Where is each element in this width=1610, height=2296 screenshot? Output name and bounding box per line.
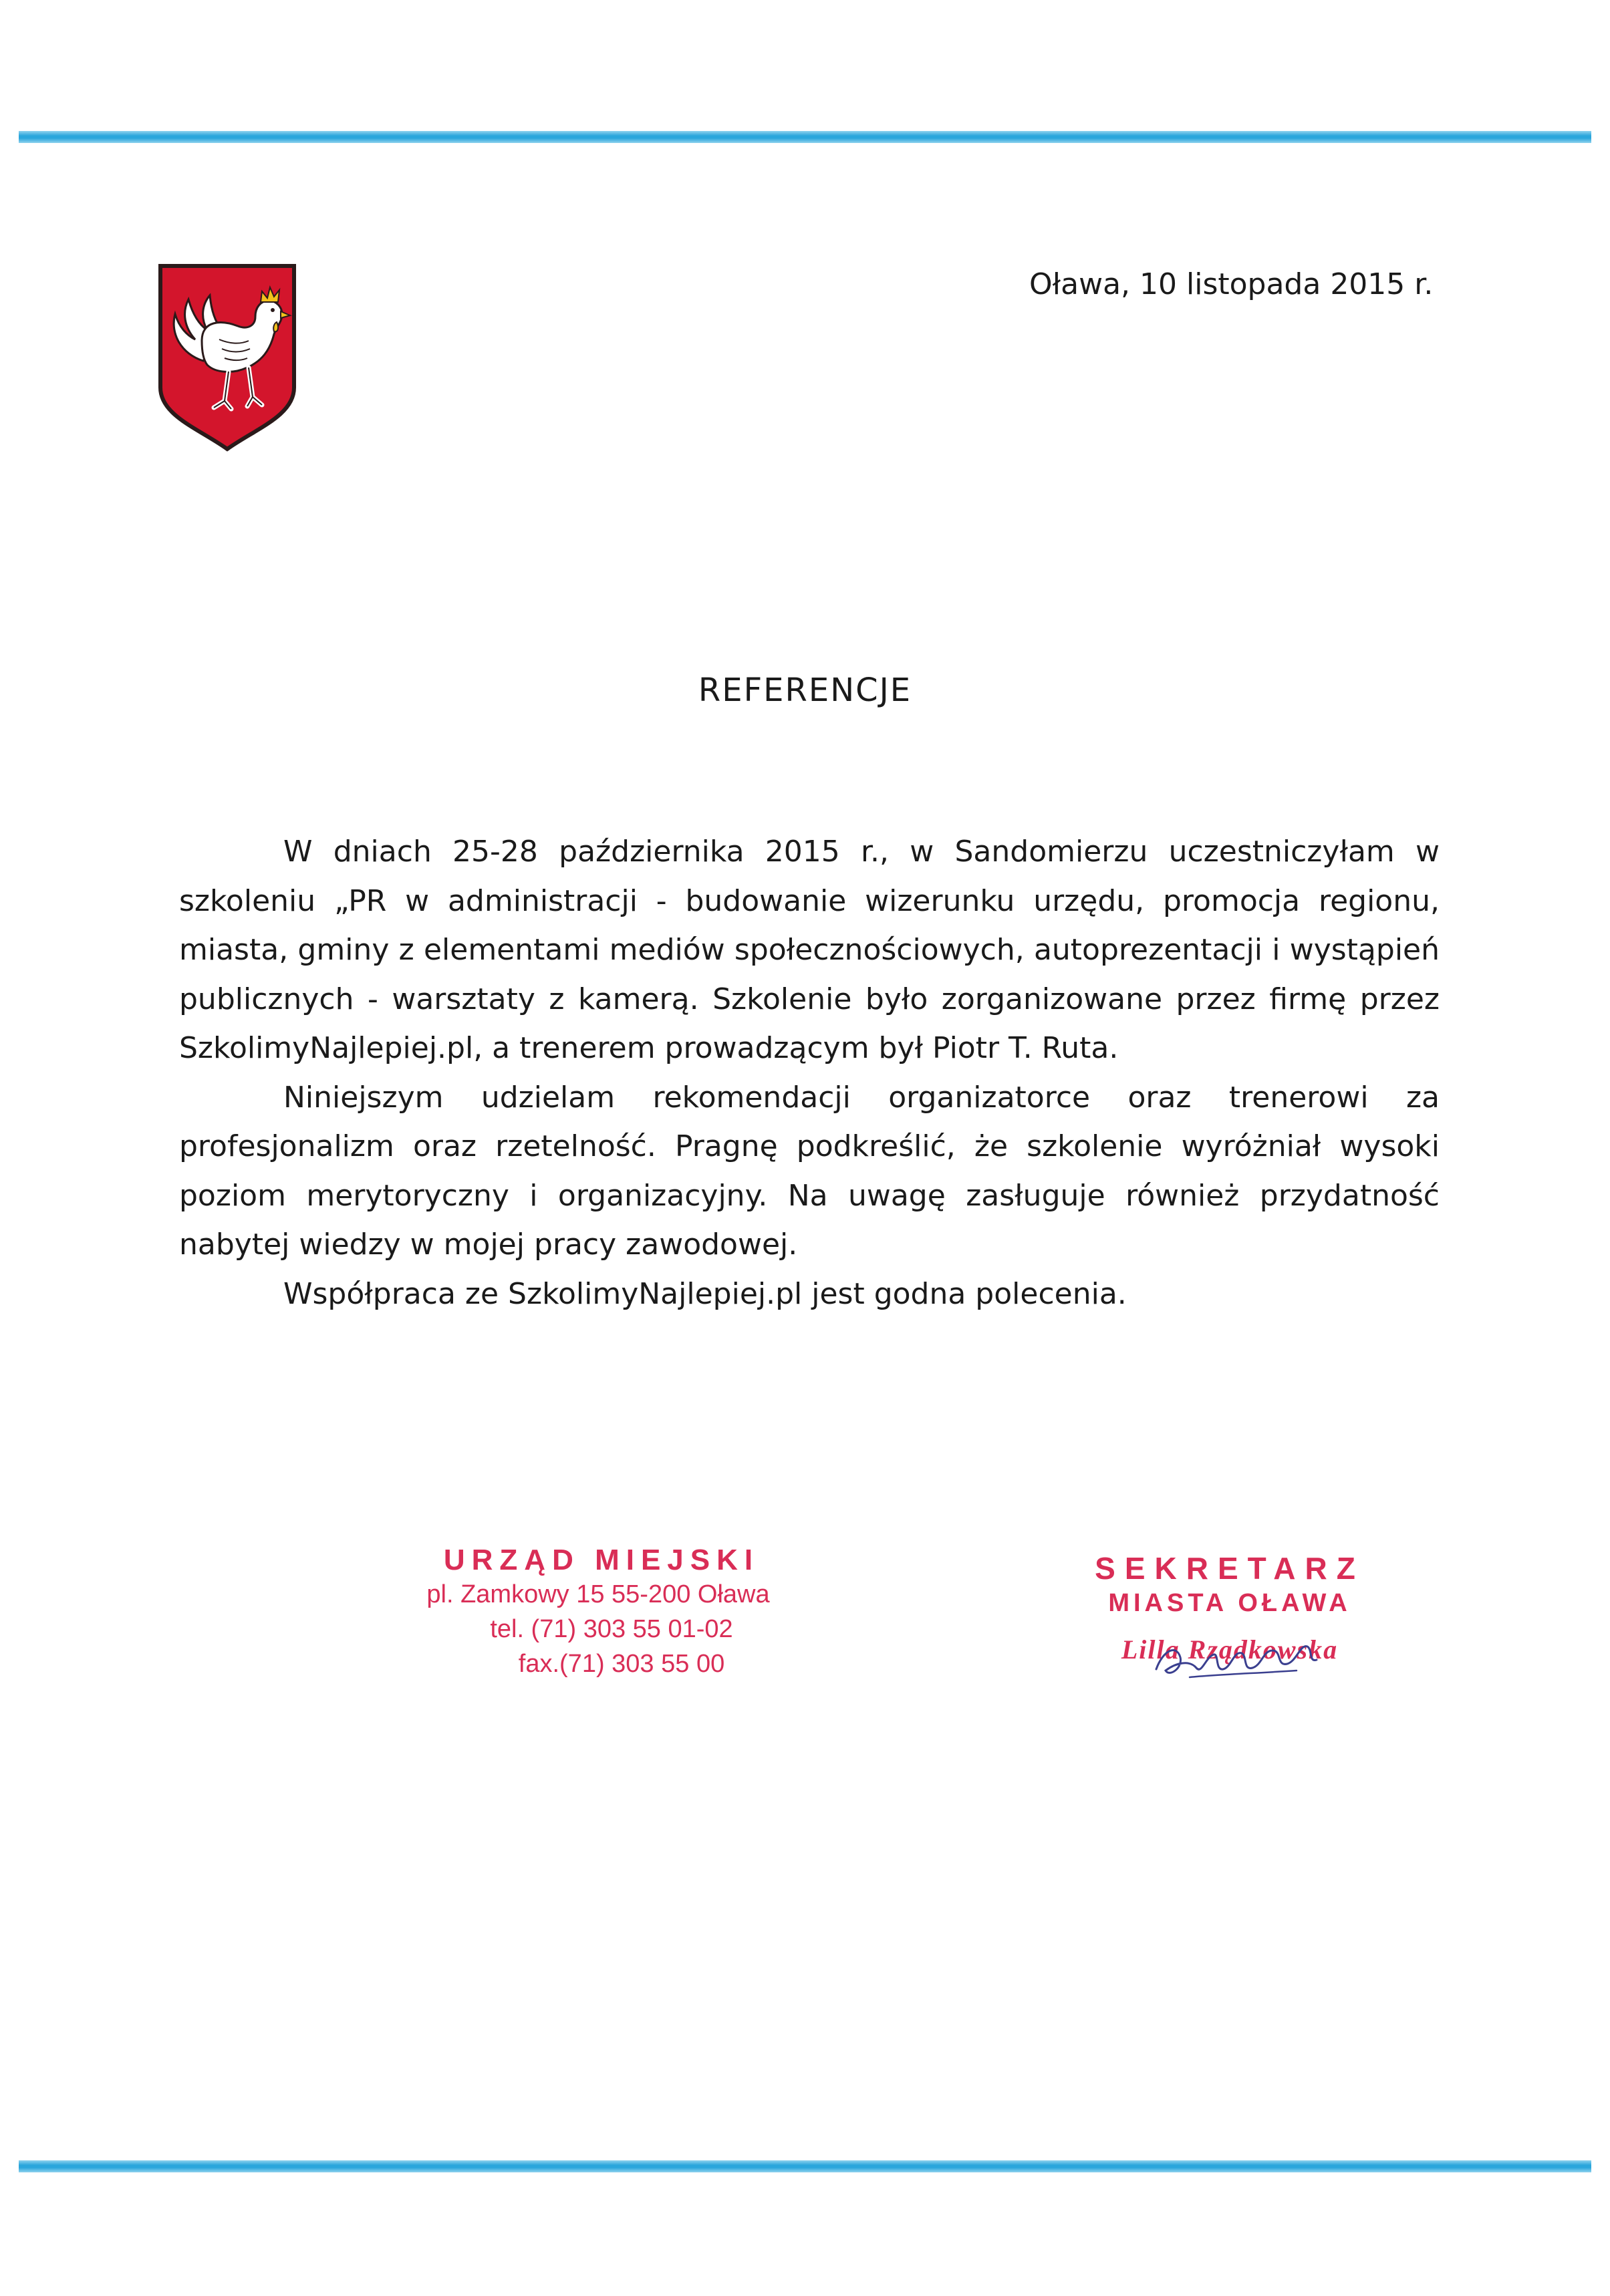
- rooster-coat-of-arms-icon: [155, 261, 299, 454]
- stamp-office-phone: tel. (71) 303 55 01-02: [490, 1615, 733, 1643]
- letter-body: [179, 827, 1440, 1318]
- letter-paragraph-2: Niniejszym udzielam rekomendacji organizatorce oraz trenerowi za profesjonalizm oraz rzetelność. Pragnę podkreślić, że szkolenie wyróżniał wysoki poziom merytoryczny i organizacyjny. Na uwagę zasługuje również przydatność nabytej wiedzy w mojej pracy zawodowej.: [179, 1080, 1440, 1262]
- bottom-blue-rule: [19, 2160, 1591, 2172]
- stamp-office-address: pl. Zamkowy 15 55-200 Oława: [426, 1580, 770, 1608]
- top-blue-rule: [19, 131, 1591, 143]
- stamp-office-heading: URZĄD MIEJSKI: [443, 1544, 760, 1576]
- stamp-secretary-subheading: MIASTA OŁAWA: [1108, 1589, 1351, 1617]
- stamp-secretary-heading: SEKRETARZ: [1095, 1551, 1365, 1586]
- letter-date: Oława, 10 listopada 2015 r.: [1029, 267, 1434, 301]
- letter-paragraph-3: Współpraca ze SzkolimyNajlepiej.pl jest godna polecenia.: [283, 1276, 1127, 1311]
- letter-paragraph-1: W dniach 25-28 października 2015 r., w Sandomierzu uczestniczyłam w szkoleniu „PR w administracji - budowanie wizerunku urzędu, promocja regionu, miasta, gminy z elementami mediów społecznościowych, autoprezentacji i wystąpień publicznych - warsztaty z kamerą. Szkolenie było zorganizowane przez firmę przez SzkolimyNajlepiej.pl, a trenerem prowadzącym był Piotr T. Ruta.: [179, 835, 1440, 1065]
- letter-title: REFERENCJE: [698, 672, 912, 709]
- stamp-office-fax: fax.(71) 303 55 00: [518, 1650, 725, 1678]
- city-office-stamp: [414, 1544, 789, 1681]
- handwritten-signature: [1150, 1630, 1323, 1691]
- stamp-secretary-name: Lilla Rządkowska: [1121, 1634, 1339, 1665]
